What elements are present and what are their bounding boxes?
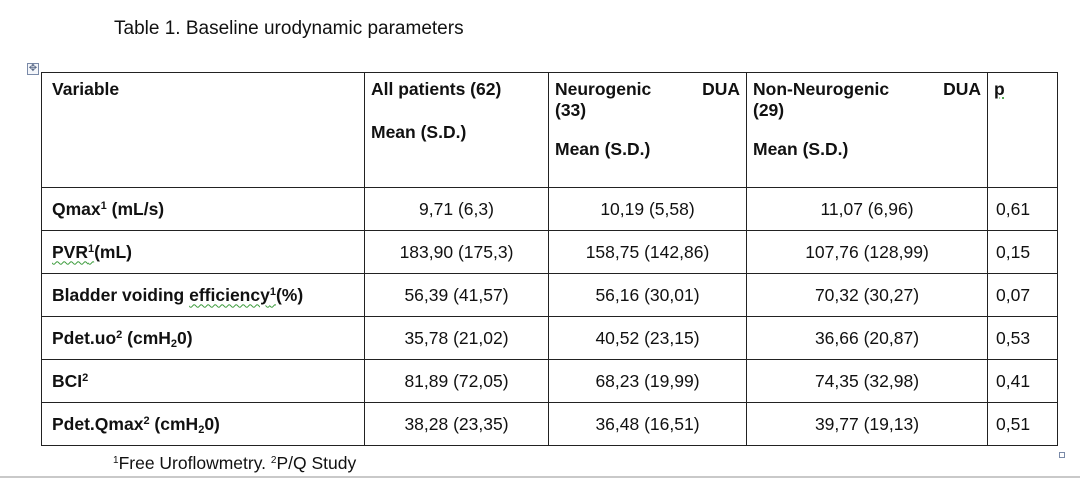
cell-all: 9,71 (6,3) bbox=[365, 188, 549, 231]
cell-p: 0,15 bbox=[988, 231, 1058, 274]
cell-all: 81,89 (72,05) bbox=[365, 360, 549, 403]
table-row bbox=[42, 360, 1058, 403]
table-row bbox=[42, 274, 1058, 317]
cell-non-neurogenic: 107,76 (128,99) bbox=[747, 231, 988, 274]
cell-all: 56,39 (41,57) bbox=[365, 274, 549, 317]
row-variable-pvr: PVR$^1$(mL) bbox=[42, 231, 365, 274]
page-divider bbox=[0, 476, 1080, 478]
cell-all: 35,78 (21,02) bbox=[365, 317, 549, 360]
cell-all: 38,28 (23,35) bbox=[365, 403, 549, 446]
header-p-value: p bbox=[988, 73, 1058, 188]
header-all-patients: All patients (62) Mean (S.D.) bbox=[365, 73, 549, 188]
cell-non-neurogenic: 39,77 (19,13) bbox=[747, 403, 988, 446]
cell-p: 0,53 bbox=[988, 317, 1058, 360]
cell-neurogenic: 68,23 (19,99) bbox=[549, 360, 747, 403]
cell-non-neurogenic: 70,32 (30,27) bbox=[747, 274, 988, 317]
header-neurogenic: Neurogenic DUA (33) Mean (S.D.) bbox=[549, 73, 747, 188]
row-variable-bladder-efficiency: Bladder voiding efficiency$^1$(%) bbox=[42, 274, 365, 317]
table-row bbox=[42, 188, 1058, 231]
table-row bbox=[42, 403, 1058, 446]
cell-p: 0,41 bbox=[988, 360, 1058, 403]
cell-p: 0,61 bbox=[988, 188, 1058, 231]
cell-neurogenic: 56,16 (30,01) bbox=[549, 274, 747, 317]
table-row bbox=[42, 231, 1058, 274]
row-variable-pdet-uo: $Pdet.uo^2$ (cmH$_2$0) bbox=[42, 317, 365, 360]
row-variable-bci: BCI$^2$ bbox=[42, 360, 365, 403]
cell-all: 183,90 (175,3) bbox=[365, 231, 549, 274]
table-caption: Table 1. Baseline urodynamic parameters bbox=[114, 18, 464, 39]
cell-non-neurogenic: 74,35 (32,98) bbox=[747, 360, 988, 403]
cell-non-neurogenic: 36,66 (20,87) bbox=[747, 317, 988, 360]
table-row bbox=[42, 317, 1058, 360]
table-footnote: $^1$Free Uroflowmetry. $^2$P/Q Study bbox=[113, 453, 357, 473]
urodynamic-table bbox=[41, 72, 1058, 446]
cell-non-neurogenic: 11,07 (6,96) bbox=[747, 188, 988, 231]
cell-neurogenic: 40,52 (23,15) bbox=[549, 317, 747, 360]
cell-neurogenic: 10,19 (5,58) bbox=[549, 188, 747, 231]
cell-p: 0,07 bbox=[988, 274, 1058, 317]
table-move-handle-icon[interactable]: ✥ bbox=[28, 63, 38, 74]
table-header-row bbox=[42, 73, 1058, 188]
cell-neurogenic: 36,48 (16,51) bbox=[549, 403, 747, 446]
header-non-neurogenic: Non-Neurogenic DUA (29) Mean (S.D.) bbox=[747, 73, 988, 188]
row-variable-pdet-qmax: Pdet.Qmax$^2$ (cmH$_2$0) bbox=[42, 403, 365, 446]
cell-p: 0,51 bbox=[988, 403, 1058, 446]
cell-neurogenic: 158,75 (142,86) bbox=[549, 231, 747, 274]
row-variable-qmax: Qmax$^1$ (mL/s) bbox=[42, 188, 365, 231]
table-resize-handle[interactable] bbox=[1059, 452, 1065, 458]
header-variable: Variable bbox=[42, 73, 365, 188]
